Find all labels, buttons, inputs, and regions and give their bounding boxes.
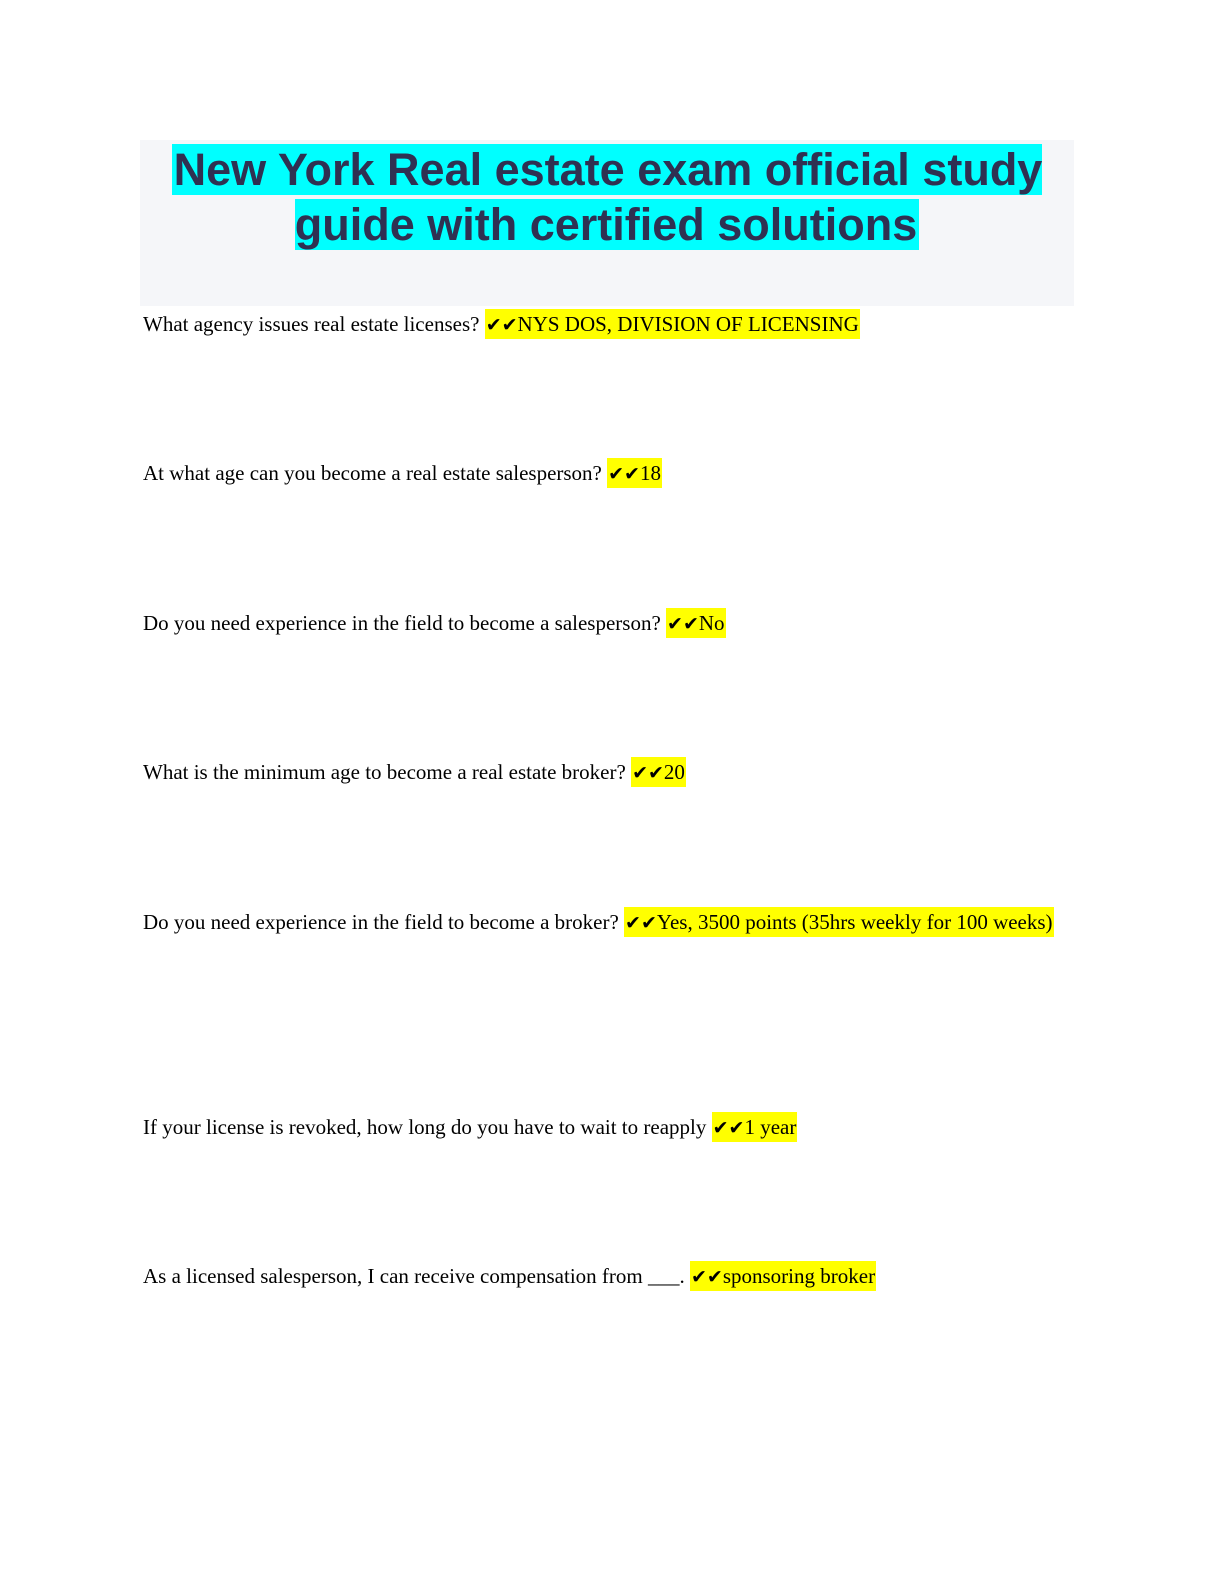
check-icon: ✔✔: [625, 912, 657, 934]
answer-highlight: [712, 1112, 798, 1142]
qa-item-5: [143, 893, 1078, 952]
document-title: [140, 140, 1074, 252]
answer-text: No: [698, 611, 725, 635]
question-text: What is the minimum age to become a real estate broker?: [143, 760, 626, 784]
question-text: As a licensed salesperson, I can receive compensation from ___.: [143, 1264, 685, 1288]
answer-text: NYS DOS, DIVISION OF LICENSING: [517, 312, 859, 336]
answer-text: Yes, 3500 points (35hrs weekly for 100 weeks): [656, 910, 1053, 934]
question-text: Do you need experience in the field to become a salesperson?: [143, 611, 661, 635]
qa-item-7: [143, 1247, 1078, 1306]
question-text: If your license is revoked, how long do you have to wait to reapply: [143, 1115, 707, 1139]
check-icon: ✔✔: [632, 762, 664, 784]
answer-text: 20: [663, 760, 685, 784]
answer-highlight: [631, 757, 686, 787]
answer-text: sponsoring broker: [722, 1264, 876, 1288]
qa-item-6: [143, 1098, 1078, 1157]
answer-highlight: [624, 907, 1054, 937]
question-text: At what age can you become a real estate salesperson?: [143, 461, 602, 485]
question-text: What agency issues real estate licenses?: [143, 312, 480, 336]
answer-highlight: [607, 458, 662, 488]
qa-item-2: [143, 444, 1078, 503]
title-block: [140, 140, 1074, 306]
qa-item-4: [143, 743, 1078, 802]
answer-highlight: [690, 1261, 876, 1291]
check-icon: ✔✔: [690, 1266, 723, 1288]
title-highlight: New York Real estate exam official study guide with certified solutions: [173, 144, 1043, 250]
answer-text: 1 year: [744, 1115, 797, 1139]
qa-item-1: [143, 295, 1078, 354]
qa-item-3: [143, 594, 1078, 653]
answer-highlight: [485, 309, 860, 339]
check-icon: ✔✔: [712, 1117, 745, 1139]
check-icon: ✔✔: [485, 314, 518, 336]
check-icon: ✔✔: [667, 613, 699, 635]
answer-text: 18: [639, 461, 661, 485]
answer-highlight: [666, 608, 726, 638]
question-text: Do you need experience in the field to become a broker?: [143, 910, 619, 934]
check-icon: ✔✔: [608, 463, 640, 485]
